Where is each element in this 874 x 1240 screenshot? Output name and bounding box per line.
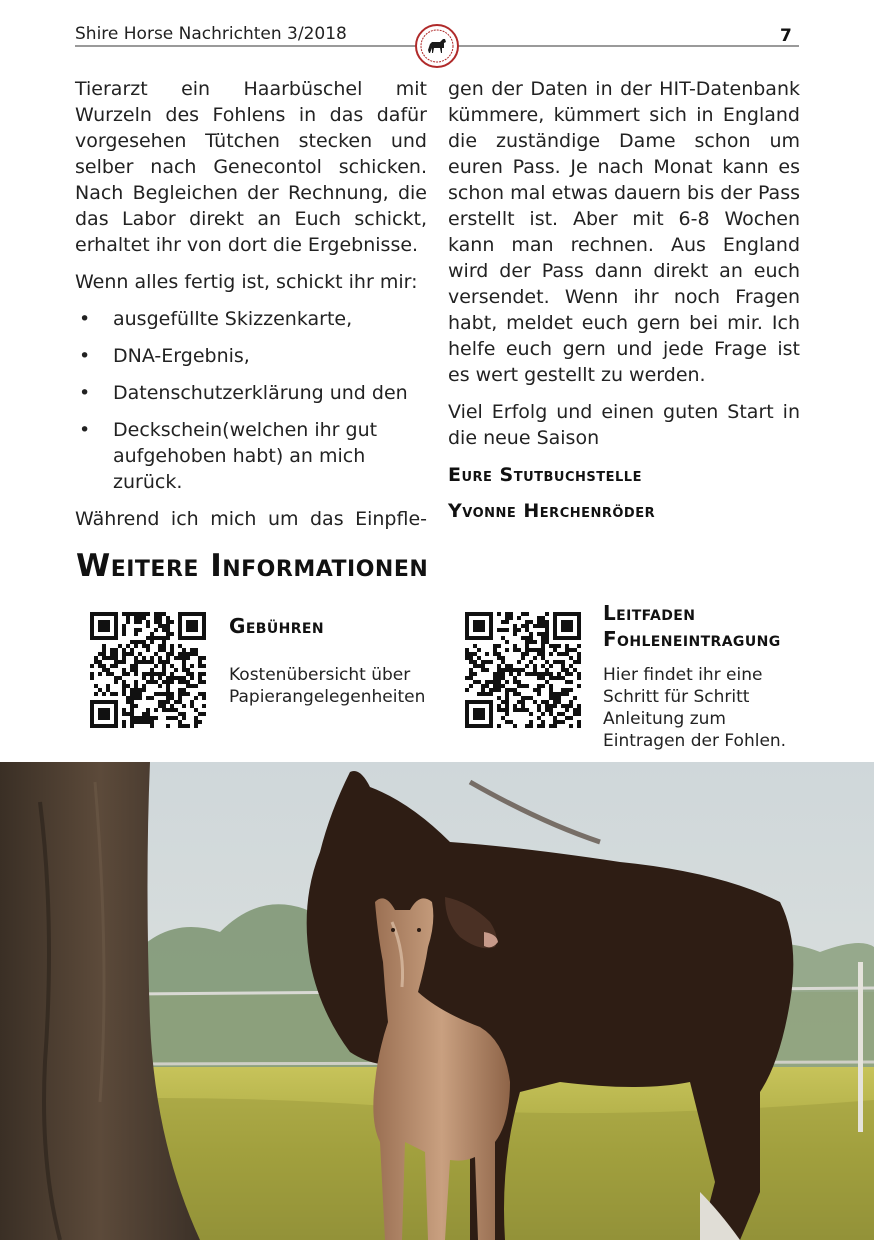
- shire-horse-society-logo: [415, 24, 459, 68]
- info-title-fees: Gebühren: [229, 614, 324, 638]
- signoff-name: Yvonne Herchenröder: [448, 500, 656, 522]
- list-item: • Deckschein(welchen ihr gut aufgehoben habt) an mich zurück.: [79, 419, 378, 493]
- body-paragraph: Wenn alles fertig ist, schickt ihr mir:: [75, 271, 418, 293]
- publication-title: Shire Horse Nachrichten 3/2018: [75, 24, 347, 44]
- bullet-icon: •: [79, 308, 91, 330]
- body-paragraph: Tierarzt ein Haarbüschel mit Wurzeln des Fohlens in das dafür vorgesehen Tütchen stecken und selber nach Genecontol schicken. Nach Begleichen der Rechnung, die das Labor direkt an Euch schickt, erhaltet ihr von dort die Ergebnisse.: [75, 78, 427, 256]
- photo-mare-and-foal: [0, 762, 874, 1240]
- list-item: • Datenschutzerklärung und den: [79, 382, 408, 404]
- info-description-fees: Kostenübersicht über Papierangelegenheiten: [229, 665, 426, 707]
- left-column: [75, 76, 427, 543]
- signoff-office: Eure Stutbuchstelle: [448, 464, 642, 486]
- body-paragraph: gen der Daten in der HIT-Datenbank kümmere, kümmert sich in England die zuständige Dame schon um euren Pass. Je nach Monat kann es schon mal etwas dauern bis der Pass erstellt ist. Aber mit 6-8 Wochen kann man rechnen. Aus England wird der Pass dann direkt an euch versendet. Wenn ihr noch Fragen habt, meldet euch gern bei mir. Ich helfe euch gern und jede Frage ist es wert gestellt zu werden.: [448, 78, 800, 386]
- section-title: Weitere Informationen: [76, 548, 429, 584]
- body-paragraph: Viel Erfolg und einen guten Start in die neue Saison: [448, 401, 800, 449]
- bullet-icon: •: [79, 345, 91, 367]
- qr-code-icon[interactable]: [465, 612, 581, 728]
- info-description-guide: Hier findet ihr eine Schritt für Schritt Anleitung zum Eintragen der Fohlen.: [603, 665, 787, 751]
- bullet-icon: •: [79, 382, 91, 404]
- right-column: [448, 76, 800, 534]
- info-title-guide: Leitfaden Fohleneintragung: [603, 601, 781, 651]
- list-item: • ausgefüllte Skizzenkarte,: [79, 308, 353, 330]
- checklist: [75, 306, 427, 495]
- qr-code-icon[interactable]: [90, 612, 206, 728]
- body-paragraph: Während ich mich um das Einpfle-: [75, 508, 427, 530]
- page-number: 7: [780, 26, 792, 46]
- list-item: • DNA-Ergebnis,: [79, 345, 250, 367]
- bullet-icon: •: [79, 419, 91, 441]
